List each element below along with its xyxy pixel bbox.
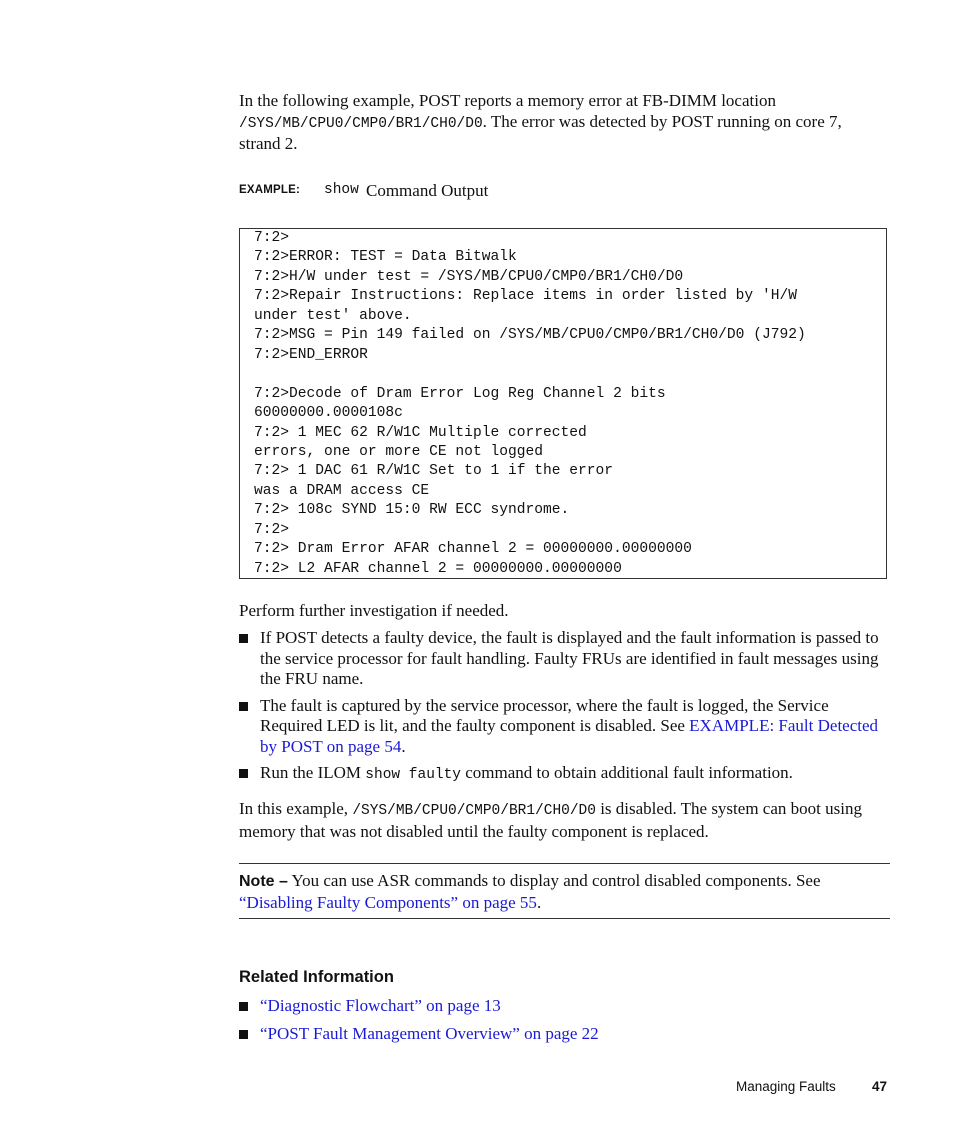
- related-links-list: [239, 996, 889, 1044]
- intro-text-1: In the following example, POST reports a memory error at FB-DIMM location: [239, 91, 776, 110]
- bullet-square-icon: [239, 769, 248, 778]
- note-label: Note –: [239, 873, 288, 890]
- list-item: [239, 996, 889, 1017]
- bullet-square-icon: [239, 702, 248, 711]
- example-caption: [239, 181, 879, 203]
- bullet-text-end: command to obtain additional fault information.: [461, 763, 793, 782]
- diagnostic-flowchart-link[interactable]: “Diagnostic Flowchart” on page 13: [260, 996, 501, 1015]
- caption-code: show: [324, 182, 359, 198]
- caption-text: Command Output: [366, 181, 489, 200]
- example-fault-link[interactable]: EXAMPLE: Fault Detected by POST on page 54: [260, 716, 879, 756]
- this-example-post: is disabled. The system can boot using memory that was not disabled until the faulty component is replaced.: [239, 799, 862, 841]
- bullet-text: Run the ILOM: [260, 763, 366, 782]
- list-item: [239, 696, 889, 758]
- bullet-text: If POST detects a faulty device, the fault is displayed and the fault information is passed to the service processor for fault handling. Faulty FRUs are identified in fault messages using the FRU name.: [260, 628, 879, 688]
- list-item: [239, 628, 889, 690]
- note-block: [239, 871, 889, 913]
- bullet-square-icon: [239, 1002, 248, 1011]
- list-item: [239, 763, 889, 786]
- disabling-faulty-components-link[interactable]: “Disabling Faulty Components” on page 55: [239, 892, 537, 912]
- footer-section-title: Managing Faults: [736, 1079, 836, 1094]
- note-text: You can use ASR commands to display and control disabled components. See: [287, 871, 821, 890]
- further-investigation-text: Perform further investigation if needed.: [239, 601, 509, 620]
- this-example-paragraph: [239, 799, 879, 842]
- bullet-period: .: [401, 736, 406, 756]
- bullet-square-icon: [239, 634, 248, 643]
- post-fault-management-link[interactable]: “POST Fault Management Overview” on page 22: [260, 1023, 599, 1043]
- intro-paragraph: [239, 91, 879, 155]
- this-example-path-code: /SYS/MB/CPU0/CMP0/BR1/CH0/D0: [352, 803, 596, 819]
- footer-page-number: 47: [872, 1079, 888, 1094]
- show-faulty-code: show faulty: [365, 767, 462, 783]
- caption-label: EXAMPLE:: [239, 184, 301, 196]
- bullet-square-icon: [239, 1030, 248, 1039]
- list-item: [239, 1024, 889, 1045]
- intro-path-code: /SYS/MB/CPU0/CMP0/BR1/CH0/D0: [239, 115, 483, 132]
- note-bottom-rule: [239, 918, 890, 919]
- fault-bullet-list: [239, 628, 889, 786]
- bullet-text: The fault is captured by the service processor, where the fault is logged, the Service Required LED is lit, and the faulty component is disabled. See: [260, 695, 829, 735]
- code-output-text: 7:2> 7:2>ERROR: TEST = Data Bitwalk 7:2>H/W under test = /SYS/MB/CPU0/CMP0/BR1/CH0/D0 7:2>Repair Instructions: Replace items in order listed by 'H/W under test' above. 7:2>MSG = Pin 149 failed on /SYS/MB/CPU0/CMP0/BR1/CH0/D0 (J792) 7:2>END_ERROR 7:2>Decode of Dram Error Log Reg Channel 2 bits 60000000.0000108c 7:2> 1 MEC 62 R/W1C Multiple corrected errors, one or more CE not logged 7:2> 1 DAC 61 R/W1C Set to 1 if the error was a DRAM access CE 7:2> 108c SYND 15:0 RW ECC syndrome. 7:2> 7:2> Dram Error AFAR channel 2 = 00000000.00000000 7:2> L2 AFAR channel 2 = 00000000.00000000: [254, 230, 806, 577]
- note-period: .: [536, 892, 542, 912]
- code-output-box: [239, 228, 887, 579]
- this-example-pre: In this example,: [239, 799, 353, 818]
- intro-text-2: . The error was detected by POST running on core 7, strand 2.: [239, 111, 842, 153]
- note-top-rule: [239, 863, 890, 864]
- related-information-heading: Related Information: [239, 968, 394, 986]
